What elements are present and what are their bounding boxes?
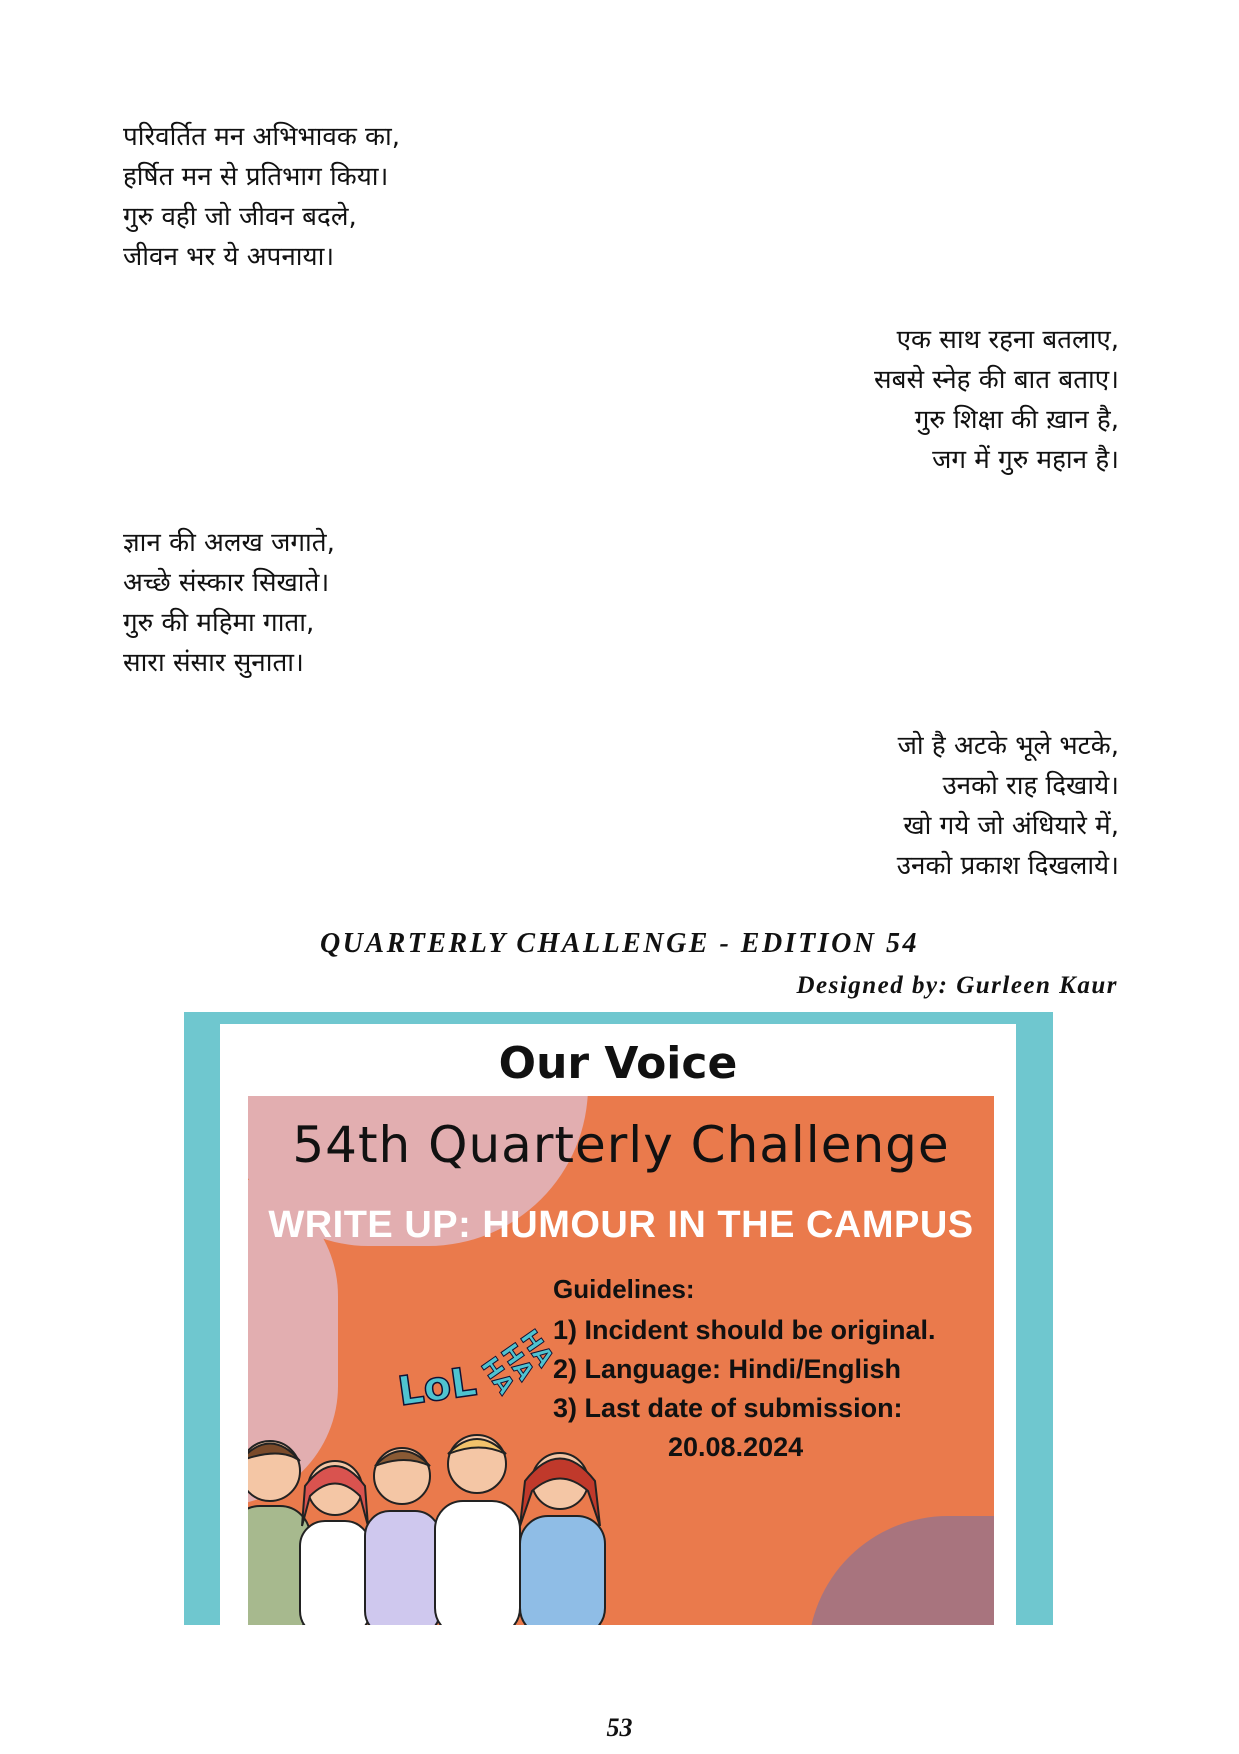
section-heading: QUARTERLY CHALLENGE - EDITION 54 <box>319 928 920 959</box>
poem-line: परिवर्तित मन अभिभावक का, <box>123 122 401 152</box>
poem-stanza-4 <box>897 726 1119 886</box>
poem-line: जो है अटके भूले भटके, <box>897 731 1119 761</box>
poem-line: गुरु की महिमा गाता, <box>123 608 315 638</box>
friends-illustration <box>248 1426 680 1625</box>
guideline-item: 3) Last date of submission: <box>553 1393 903 1423</box>
poem-line: जग में गुरु महान है। <box>932 445 1119 475</box>
poem-line: अच्छे संस्कार सिखाते। <box>123 568 330 598</box>
poem-line: हर्षित मन से प्रतिभाग किया। <box>123 162 389 192</box>
poem-line: गुरु शिक्षा की ख़ान है, <box>914 405 1119 435</box>
submission-deadline: 20.08.2024 <box>668 1432 804 1462</box>
poster-frame <box>220 1024 1016 1625</box>
poem-line: एक साथ रहना बतलाए, <box>896 325 1119 355</box>
poem-line: गुरु वही जो जीवन बदले, <box>123 202 357 232</box>
poem-line: ज्ञान की अलख जगाते, <box>123 528 335 558</box>
guideline-item: 2) Language: Hindi/English <box>553 1354 902 1384</box>
guidelines-label: Guidelines: <box>553 1274 695 1304</box>
poster-body <box>248 1096 994 1625</box>
guideline-item: 1) Incident should be original. <box>553 1315 936 1345</box>
poem-stanza-2 <box>874 320 1119 480</box>
poem-line: सारा संसार सुनाता। <box>123 648 304 678</box>
lol-sticker: LoL <box>395 1358 480 1416</box>
designer-credit: Designed by: Gurleen Kaur <box>796 972 1118 999</box>
challenge-poster <box>184 1012 1053 1625</box>
page-number: 53 <box>606 1713 633 1742</box>
challenge-title: 54th Quarterly Challenge <box>292 1116 950 1174</box>
poster-title: Our Voice <box>498 1038 738 1089</box>
poem-stanza-1 <box>123 117 400 277</box>
poem-line: सबसे स्नेह की बात बताए। <box>874 365 1119 395</box>
poem-line: जीवन भर ये अपनाया। <box>123 242 335 272</box>
haha-sticker: HA HA HA <box>475 1324 560 1400</box>
poem-line: उनको प्रकाश दिखलाये। <box>896 851 1119 881</box>
decorative-blob <box>808 1516 994 1625</box>
poem-stanza-3 <box>123 523 335 683</box>
poem-line: खो गये जो अंधियारे में, <box>903 811 1119 841</box>
challenge-topic: WRITE UP: HUMOUR IN THE CAMPUS <box>268 1204 974 1246</box>
poem-line: उनको राह दिखाये। <box>942 771 1119 801</box>
